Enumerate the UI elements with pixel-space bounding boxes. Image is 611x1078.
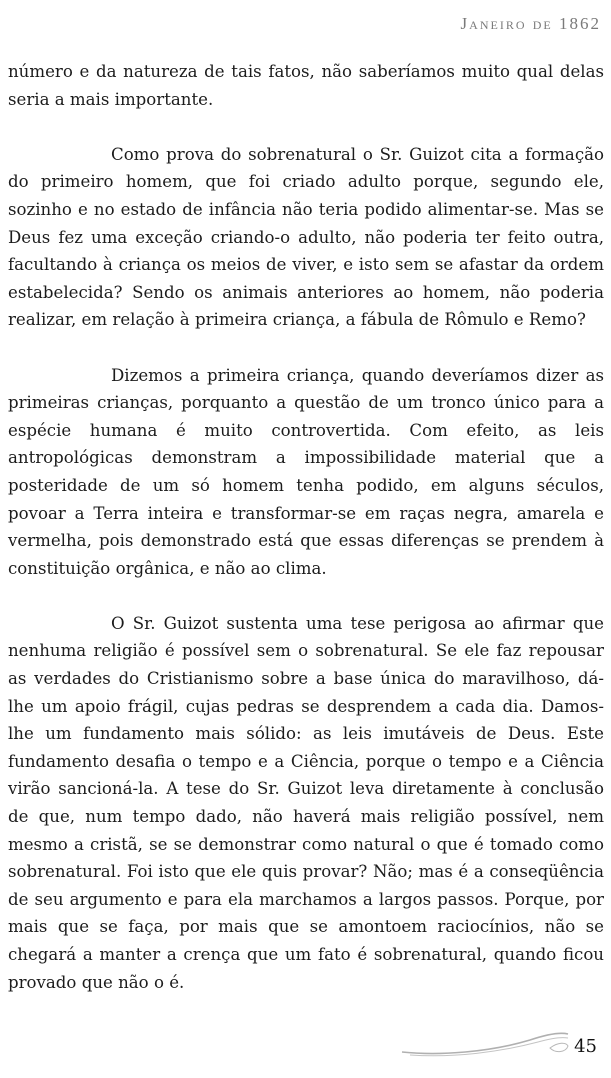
running-header: Janeiro de 1862	[460, 14, 601, 33]
page-footer	[0, 1008, 611, 1078]
paragraph: Como prova do sobrenatural o Sr. Guizot cita a formação do primeiro homem, que foi criado adulto porque, segundo ele, sozinho e no estado de infância não teria podido alimentar-se. Mas se Deus fez uma exceção criando-o adulto, não poderia ter feito outra, facultando à criança os meios de viver, e isto sem se afastar da ordem estabelecida? Sendo os animais anteriores ao homem, não poderia realizar, em relação à primeira criança, a fábula de Rômulo e Remo?	[8, 144, 604, 330]
paragraph: O Sr. Guizot sustenta uma tese perigosa ao afirmar que nenhuma religião é possível sem o sobrenatural. Se ele faz repousar as verdades do Cristianismo sobre a base única do maravilhoso, dá-lhe um apoio frágil, cujas pedras se desprendem a cada dia. Damos-lhe um fundamento mais sólido: as leis imutáveis de Deus. Este fundamento desafia o tempo e a Ciência, porque o tempo e a Ciência virão sancioná-la. A tese do Sr. Guizot leva diretamente à conclusão de que, num tempo dado, não haverá mais religião possível, nem mesmo a cristã, se se demonstrar como natural o que é tomado como sobrenatural. Foi isto que ele quis provar? Não; mas é a conseqüência de seu argumento e para ela marchamos a largos passos. Porque, por mais que se faça, por mais que se amontoem raciocínios, não se chegará a manter a crença que um fato é sobrenatural, quando ficou provado que não o é.	[8, 613, 604, 992]
paragraph-continued: número e da natureza de tais fatos, não saberíamos muito qual delas seria a mais importante.	[8, 62, 604, 109]
swoosh-ornament-icon	[400, 1022, 570, 1062]
text-body	[8, 58, 604, 996]
page-number: 45	[574, 1036, 597, 1057]
paragraph: Dizemos a primeira criança, quando deveríamos dizer as primeiras crianças, porquanto a questão de um tronco único para a espécie humana é muito controvertida. Com efeito, as leis antropológicas demonstram a impossibilidade material que a posteridade de um só homem tenha podido, em alguns séculos, povoar a Terra inteira e transformar-se em raças negra, amarela e vermelha, pois demonstrado está que essas diferenças se prendem à constituição orgânica, e não ao clima.	[8, 365, 604, 578]
